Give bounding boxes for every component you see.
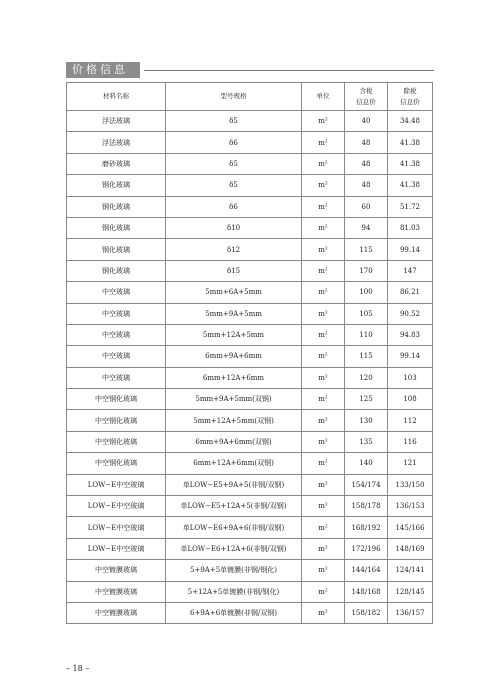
- cell-material-name: 中空玻璃: [67, 303, 166, 324]
- cell-material-name: 中空钢化玻璃: [67, 410, 166, 431]
- cell-tax-exclusive-price: 124/141: [388, 560, 433, 581]
- cell-spec: 5mm+12A+5mm: [166, 324, 302, 345]
- table-row: [67, 217, 433, 238]
- cell-unit: m²: [302, 431, 345, 452]
- cell-tax-inclusive-price: 94: [345, 217, 388, 238]
- cell-tax-exclusive-price: 121: [388, 453, 433, 474]
- cell-tax-exclusive-price: 41.38: [388, 175, 433, 196]
- cell-tax-inclusive-price: 60: [345, 196, 388, 217]
- cell-spec: δ6: [166, 196, 302, 217]
- cell-material-name: LOW−E中空玻璃: [67, 517, 166, 538]
- header-unit: 单位: [302, 83, 345, 111]
- table-row: [67, 410, 433, 431]
- cell-unit: m²: [302, 111, 345, 132]
- cell-tax-inclusive-price: 135: [345, 431, 388, 452]
- cell-tax-exclusive-price: 41.38: [388, 153, 433, 174]
- cell-tax-exclusive-price: 86.21: [388, 282, 433, 303]
- cell-spec: 5+12A+5单镀膜(非钢/钢化): [166, 581, 302, 602]
- cell-unit: m²: [302, 453, 345, 474]
- cell-unit: m²: [302, 324, 345, 345]
- header-tax-inclusive-price: [345, 83, 388, 111]
- cell-material-name: LOW−E中空玻璃: [67, 496, 166, 517]
- cell-material-name: 中空镀膜玻璃: [67, 560, 166, 581]
- cell-tax-exclusive-price: 103: [388, 367, 433, 388]
- cell-unit: m²: [302, 367, 345, 388]
- cell-tax-exclusive-price: 108: [388, 389, 433, 410]
- cell-spec: 单LOW−E5+9A+5(非钢/双钢): [166, 474, 302, 495]
- cell-tax-inclusive-price: 40: [345, 111, 388, 132]
- table-row: [67, 496, 433, 517]
- cell-tax-inclusive-price: 48: [345, 175, 388, 196]
- cell-spec: 5mm+9A+5mm: [166, 303, 302, 324]
- cell-unit: m²: [302, 282, 345, 303]
- header-tax-inclusive-line1: 含税: [359, 86, 373, 95]
- cell-unit: m²: [302, 602, 345, 623]
- cell-material-name: LOW−E中空玻璃: [67, 538, 166, 559]
- cell-material-name: LOW−E中空玻璃: [67, 474, 166, 495]
- cell-material-name: 钢化玻璃: [67, 217, 166, 238]
- cell-material-name: 钢化玻璃: [67, 196, 166, 217]
- price-table: [66, 82, 433, 624]
- cell-tax-exclusive-price: 147: [388, 260, 433, 281]
- cell-tax-inclusive-price: 48: [345, 153, 388, 174]
- cell-spec: 单LOW−E5+12A+5(非钢/双钢): [166, 496, 302, 517]
- cell-unit: m²: [302, 581, 345, 602]
- table-row: [67, 581, 433, 602]
- cell-spec: 6mm+12A+6mm: [166, 367, 302, 388]
- cell-tax-exclusive-price: 81.03: [388, 217, 433, 238]
- cell-material-name: 中空钢化玻璃: [67, 431, 166, 452]
- cell-spec: 单LOW−E6+9A+6(非钢/双钢): [166, 517, 302, 538]
- cell-spec: δ10: [166, 217, 302, 238]
- cell-tax-inclusive-price: 170: [345, 260, 388, 281]
- cell-unit: m²: [302, 474, 345, 495]
- cell-material-name: 中空镀膜玻璃: [67, 602, 166, 623]
- cell-unit: m²: [302, 346, 345, 367]
- cell-unit: m²: [302, 260, 345, 281]
- cell-unit: m²: [302, 239, 345, 260]
- table-row: [67, 560, 433, 581]
- table-row: [67, 196, 433, 217]
- cell-spec: 6+9A+6单镀膜(非钢/双钢): [166, 602, 302, 623]
- table-row: [67, 303, 433, 324]
- cell-spec: 6mm+12A+6mm(双钢): [166, 453, 302, 474]
- cell-unit: m²: [302, 132, 345, 153]
- header-tax-exclusive-price: [388, 83, 433, 111]
- cell-tax-exclusive-price: 51.72: [388, 196, 433, 217]
- cell-material-name: 钢化玻璃: [67, 260, 166, 281]
- cell-tax-inclusive-price: 158/178: [345, 496, 388, 517]
- section-title: 价格信息: [66, 62, 140, 78]
- table-row: [67, 346, 433, 367]
- cell-tax-exclusive-price: 41.38: [388, 132, 433, 153]
- header-tax-exclusive-line2: 信息价: [400, 97, 420, 106]
- cell-tax-inclusive-price: 154/174: [345, 474, 388, 495]
- cell-tax-exclusive-price: 128/145: [388, 581, 433, 602]
- cell-spec: δ15: [166, 260, 302, 281]
- cell-spec: 单LOW−E6+12A+6(非钢/双钢): [166, 538, 302, 559]
- cell-unit: m²: [302, 538, 345, 559]
- cell-material-name: 中空钢化玻璃: [67, 389, 166, 410]
- cell-unit: m²: [302, 303, 345, 324]
- table-row: [67, 602, 433, 623]
- table-header: [67, 83, 433, 111]
- table-row: [67, 132, 433, 153]
- cell-unit: m²: [302, 560, 345, 581]
- cell-spec: 5mm+12A+5mm(双钢): [166, 410, 302, 431]
- cell-material-name: 中空玻璃: [67, 324, 166, 345]
- cell-material-name: 钢化玻璃: [67, 175, 166, 196]
- cell-spec: δ6: [166, 132, 302, 153]
- cell-spec: 6mm+9A+6mm(双钢): [166, 431, 302, 452]
- page-number: – 18 –: [66, 664, 90, 673]
- cell-tax-inclusive-price: 168/192: [345, 517, 388, 538]
- cell-spec: 5+9A+5单镀膜(非钢/钢化): [166, 560, 302, 581]
- table-row: [67, 153, 433, 174]
- cell-material-name: 浮法玻璃: [67, 111, 166, 132]
- cell-tax-inclusive-price: 48: [345, 132, 388, 153]
- table-row: [67, 474, 433, 495]
- cell-tax-exclusive-price: 136/157: [388, 602, 433, 623]
- cell-tax-inclusive-price: 125: [345, 389, 388, 410]
- cell-unit: m²: [302, 410, 345, 431]
- cell-tax-inclusive-price: 115: [345, 239, 388, 260]
- table-body: [67, 111, 433, 624]
- table-row: [67, 389, 433, 410]
- cell-spec: δ5: [166, 175, 302, 196]
- table-row: [67, 538, 433, 559]
- table-row: [67, 324, 433, 345]
- table-row: [67, 367, 433, 388]
- cell-unit: m²: [302, 153, 345, 174]
- table-row: [67, 517, 433, 538]
- table-row: [67, 282, 433, 303]
- cell-material-name: 磨砂玻璃: [67, 153, 166, 174]
- header-spec: 型号规格: [166, 83, 302, 111]
- cell-tax-inclusive-price: 105: [345, 303, 388, 324]
- table-row: [67, 111, 433, 132]
- cell-unit: m²: [302, 196, 345, 217]
- cell-tax-exclusive-price: 112: [388, 410, 433, 431]
- cell-tax-exclusive-price: 133/150: [388, 474, 433, 495]
- cell-tax-exclusive-price: 99.14: [388, 239, 433, 260]
- cell-material-name: 中空镀膜玻璃: [67, 581, 166, 602]
- cell-tax-inclusive-price: 172/196: [345, 538, 388, 559]
- cell-tax-exclusive-price: 136/153: [388, 496, 433, 517]
- table-row: [67, 453, 433, 474]
- cell-tax-inclusive-price: 140: [345, 453, 388, 474]
- cell-spec: 5mm+9A+5mm(双钢): [166, 389, 302, 410]
- cell-tax-exclusive-price: 116: [388, 431, 433, 452]
- cell-tax-inclusive-price: 110: [345, 324, 388, 345]
- header-material-name: 材料名称: [67, 83, 166, 111]
- table-row: [67, 431, 433, 452]
- cell-spec: δ5: [166, 153, 302, 174]
- cell-tax-exclusive-price: 99.14: [388, 346, 433, 367]
- header-tax-exclusive-line1: 除税: [403, 86, 417, 95]
- cell-tax-exclusive-price: 34.48: [388, 111, 433, 132]
- table-row: [67, 239, 433, 260]
- section-divider: [144, 70, 434, 71]
- cell-tax-inclusive-price: 115: [345, 346, 388, 367]
- cell-unit: m²: [302, 496, 345, 517]
- header-tax-inclusive-line2: 信息价: [356, 97, 376, 106]
- cell-material-name: 中空钢化玻璃: [67, 453, 166, 474]
- cell-tax-inclusive-price: 148/168: [345, 581, 388, 602]
- cell-material-name: 中空玻璃: [67, 346, 166, 367]
- cell-spec: δ5: [166, 111, 302, 132]
- cell-unit: m²: [302, 217, 345, 238]
- cell-material-name: 钢化玻璃: [67, 239, 166, 260]
- cell-unit: m²: [302, 389, 345, 410]
- cell-unit: m²: [302, 517, 345, 538]
- cell-spec: δ12: [166, 239, 302, 260]
- cell-tax-exclusive-price: 94.83: [388, 324, 433, 345]
- table-row: [67, 175, 433, 196]
- cell-tax-exclusive-price: 90.52: [388, 303, 433, 324]
- cell-tax-inclusive-price: 158/182: [345, 602, 388, 623]
- cell-tax-inclusive-price: 120: [345, 367, 388, 388]
- cell-tax-exclusive-price: 145/166: [388, 517, 433, 538]
- cell-material-name: 浮法玻璃: [67, 132, 166, 153]
- cell-tax-exclusive-price: 148/169: [388, 538, 433, 559]
- cell-spec: 6mm+9A+6mm: [166, 346, 302, 367]
- cell-unit: m²: [302, 175, 345, 196]
- cell-tax-inclusive-price: 100: [345, 282, 388, 303]
- cell-spec: 5mm+6A+5mm: [166, 282, 302, 303]
- cell-tax-inclusive-price: 130: [345, 410, 388, 431]
- cell-tax-inclusive-price: 144/164: [345, 560, 388, 581]
- table-row: [67, 260, 433, 281]
- cell-material-name: 中空玻璃: [67, 282, 166, 303]
- cell-material-name: 中空玻璃: [67, 367, 166, 388]
